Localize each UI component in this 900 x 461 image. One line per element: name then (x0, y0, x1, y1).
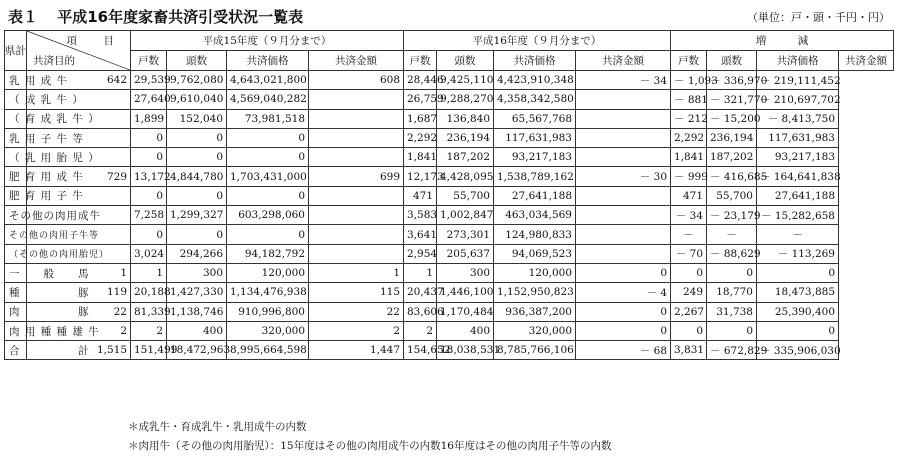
cell-h16-2: 1,170,484 (437, 302, 494, 321)
cell-h16-2: 4,428,095 (437, 167, 494, 186)
cell-diff-3: － 8,413,750 (757, 109, 839, 128)
cell-h15-1: 0 (131, 225, 167, 244)
footnote-2: ＊肉用牛（その他の肉用胎児）：15年度はその他の肉用成牛の内数16年度はその他の肉用子牛等の内数 (128, 440, 612, 452)
cell-diff-2: － 321,770 (707, 90, 757, 109)
cell-h15-3: 8,995,664,598 (227, 341, 309, 360)
cell-diff-1: 1,841 (671, 148, 707, 167)
cell-h15-2: 152,040 (167, 109, 227, 128)
cell-diff-3: 25,390,400 (757, 302, 839, 321)
table-row (5, 148, 894, 167)
cell-diff-2: 0 (707, 321, 757, 340)
row-label: 種 豚 (5, 283, 27, 302)
cell-h15-0: 1 (27, 263, 131, 282)
table-row (5, 263, 894, 282)
cell-h16-1: 12,173 (404, 167, 437, 186)
cell-diff-1: － (671, 225, 707, 244)
cell-h16-2: 187,202 (437, 148, 494, 167)
col-header-diff-3: 共済金額 (839, 51, 894, 71)
col-header-h15-3: 共済金額 (309, 51, 404, 71)
cell-h15-3: 4,569,040,282 (227, 90, 309, 109)
col-header-h15-0: 戸数 (131, 51, 167, 71)
cell-h15-2: 9,610,040 (167, 90, 227, 109)
cell-h16-0 (309, 186, 404, 205)
cell-h15-1: 27,640 (131, 90, 167, 109)
row-label: 肉 用 種 種 雄 牛 (5, 321, 27, 340)
table-row (5, 90, 894, 109)
cell-h15-3: 4,643,021,800 (227, 71, 309, 90)
cell-h16-1: 471 (404, 186, 437, 205)
cell-h16-1: 3,641 (404, 225, 437, 244)
cell-diff-0: 0 (576, 321, 671, 340)
cell-h16-1: 83,606 (404, 302, 437, 321)
cell-diff-0 (576, 148, 671, 167)
cell-h15-1: 151,499 (131, 341, 167, 360)
cell-h16-0: 608 (309, 71, 404, 90)
cell-diff-3: － (757, 225, 839, 244)
cell-diff-2: － 23,179 (707, 206, 757, 225)
table-title: 平成16年度家畜共済引受状況一覧表 (57, 8, 304, 26)
cell-diff-1: － 1,093 (671, 71, 707, 90)
row-label: 肥 育 用 子 牛 (5, 186, 27, 205)
cell-diff-3: － 335,906,030 (757, 341, 839, 360)
header-item-label: 項 目 (66, 35, 122, 47)
cell-diff-1: － 881 (671, 90, 707, 109)
cell-h15-3: 1,134,476,938 (227, 283, 309, 302)
cell-h16-0: 22 (309, 302, 404, 321)
cell-h15-3: 0 (227, 225, 309, 244)
cell-h15-0: 2 (27, 321, 131, 340)
table-row (5, 302, 894, 321)
cell-diff-2: 236,194 (707, 128, 757, 147)
cell-h16-1: 20,437 (404, 283, 437, 302)
cell-h16-2: 9,288,270 (437, 90, 494, 109)
cell-diff-0: － 4 (576, 283, 671, 302)
cell-h15-3: 0 (227, 128, 309, 147)
cell-diff-1: 0 (671, 263, 707, 282)
cell-diff-1: 2,267 (671, 302, 707, 321)
cell-h16-0: 1 (309, 263, 404, 282)
cell-h15-2: 294,266 (167, 244, 227, 263)
cell-diff-0 (576, 90, 671, 109)
cell-diff-2: － 672,829 (707, 341, 757, 360)
cell-h15-2: 18,472,963 (167, 341, 227, 360)
header-diff: 増 減 (671, 31, 894, 51)
cell-h15-1: 0 (131, 148, 167, 167)
cell-diff-2: 55,700 (707, 186, 757, 205)
cell-h15-0: 119 (27, 283, 131, 302)
cell-diff-3: － 210,697,702 (757, 90, 839, 109)
cell-h15-3: 73,981,518 (227, 109, 309, 128)
row-label: 乳 用 成 牛 (5, 71, 27, 90)
cell-diff-1: 2,292 (671, 128, 707, 147)
cell-h16-1: 154,652 (404, 341, 437, 360)
cell-h16-3: 65,567,768 (494, 109, 576, 128)
table-number: 表１ (8, 8, 39, 26)
cell-h16-3: 4,358,342,580 (494, 90, 576, 109)
cell-h15-0: 22 (27, 302, 131, 321)
table-row (5, 186, 894, 205)
row-label: その他の肉用成牛 (5, 206, 27, 225)
cell-h16-0 (309, 244, 404, 263)
cell-h15-1: 0 (131, 186, 167, 205)
livestock-insurance-table (4, 30, 894, 360)
cell-h16-3: 4,423,910,348 (494, 71, 576, 90)
row-label: 乳 用 子 牛 等 (5, 128, 27, 147)
table-row (5, 109, 894, 128)
cell-diff-0 (576, 244, 671, 263)
cell-h15-2: 9,762,080 (167, 71, 227, 90)
cell-diff-2: 0 (707, 263, 757, 282)
document-title (8, 6, 303, 27)
cell-h16-0 (309, 148, 404, 167)
cell-h15-3: 1,703,431,000 (227, 167, 309, 186)
cell-diff-0 (576, 186, 671, 205)
cell-h16-1: 1 (404, 263, 437, 282)
row-label: 肉 豚 (5, 302, 27, 321)
table-row (5, 321, 894, 340)
cell-diff-2: － 15,200 (707, 109, 757, 128)
cell-h15-2: 0 (167, 148, 227, 167)
cell-h16-0: 115 (309, 283, 404, 302)
cell-h15-1: 7,258 (131, 206, 167, 225)
cell-diff-2: 31,738 (707, 302, 757, 321)
cell-h15-3: 910,996,800 (227, 302, 309, 321)
cell-h15-2: 1,138,746 (167, 302, 227, 321)
cell-diff-1: 0 (671, 321, 707, 340)
footnote-1: ＊成乳牛・育成乳牛・乳用成牛の内数 (128, 421, 307, 433)
cell-h16-0 (309, 225, 404, 244)
cell-h16-2: 55,700 (437, 186, 494, 205)
cell-h16-1: 1,841 (404, 148, 437, 167)
cell-h16-3: 27,641,188 (494, 186, 576, 205)
cell-h15-3: 94,182,792 (227, 244, 309, 263)
cell-h16-1: 1,687 (404, 109, 437, 128)
cell-diff-0: － 34 (576, 71, 671, 90)
cell-h16-1: 2 (404, 321, 437, 340)
cell-h15-1: 0 (131, 128, 167, 147)
cell-diff-2: 18,770 (707, 283, 757, 302)
unit-label: （単位：戸・頭・千円・円） (747, 11, 890, 24)
table-row (5, 244, 894, 263)
cell-h16-2: 136,840 (437, 109, 494, 128)
col-header-h16-3: 共済金額 (576, 51, 671, 71)
cell-h16-2: 1,446,100 (437, 283, 494, 302)
row-label: （ 乳 用 胎 児 ） (5, 148, 27, 167)
cell-h15-2: 400 (167, 321, 227, 340)
cell-h16-1: 2,954 (404, 244, 437, 263)
cell-diff-0: － 68 (576, 341, 671, 360)
table-row (5, 341, 894, 360)
header-diagonal-cell (27, 31, 131, 71)
cell-diff-2: 187,202 (707, 148, 757, 167)
table-row (5, 206, 894, 225)
cell-diff-3: 18,473,885 (757, 283, 839, 302)
cell-diff-0: 0 (576, 302, 671, 321)
col-header-h16-1: 頭数 (437, 51, 494, 71)
cell-h16-1: 2,292 (404, 128, 437, 147)
cell-diff-3: 0 (757, 263, 839, 282)
cell-h15-3: 0 (227, 186, 309, 205)
row-label: （ 育 成 乳 牛 ） (5, 109, 27, 128)
cell-diff-0: 0 (576, 263, 671, 282)
cell-diff-3: － 219,111,452 (757, 71, 839, 90)
cell-h15-1: 1 (131, 263, 167, 282)
row-label: その他の肉用子牛等 (5, 225, 27, 244)
cell-h16-2: 9,425,110 (437, 71, 494, 90)
row-label: （その他の肉用胎児） (5, 244, 27, 263)
cell-h16-0: 1,447 (309, 341, 404, 360)
cell-diff-3: 117,631,983 (757, 128, 839, 147)
header-h16: 平成16年度（９月分まで） (404, 31, 671, 51)
cell-h16-3: 94,069,523 (494, 244, 576, 263)
header-purpose-label: 共済目的 (33, 55, 75, 67)
cell-h15-2: 4,844,780 (167, 167, 227, 186)
cell-diff-1: － 34 (671, 206, 707, 225)
prefecture-total-label: 県計 (5, 31, 27, 71)
cell-h16-0 (309, 206, 404, 225)
cell-h16-0 (309, 109, 404, 128)
table-row (5, 283, 894, 302)
cell-h16-3: 320,000 (494, 321, 576, 340)
cell-diff-3: 27,641,188 (757, 186, 839, 205)
cell-h16-3: 117,631,983 (494, 128, 576, 147)
row-label: 合 計 (5, 341, 27, 360)
col-header-diff-0: 戸数 (671, 51, 707, 71)
header-h15: 平成15年度（９月分まで） (131, 31, 404, 51)
col-header-h15-1: 頭数 (167, 51, 227, 71)
cell-diff-3: － 15,282,658 (757, 206, 839, 225)
cell-h16-1: 26,759 (404, 90, 437, 109)
col-header-h15-2: 共済価格 (227, 51, 309, 71)
cell-h15-0: 729 (27, 167, 131, 186)
cell-h16-1: 28,446 (404, 71, 437, 90)
cell-h15-2: 0 (167, 128, 227, 147)
cell-h15-3: 603,298,060 (227, 206, 309, 225)
cell-h15-1: 1,899 (131, 109, 167, 128)
col-header-h16-0: 戸数 (404, 51, 437, 71)
cell-h16-0: 699 (309, 167, 404, 186)
cell-h16-3: 93,217,183 (494, 148, 576, 167)
cell-h15-2: 1,427,330 (167, 283, 227, 302)
cell-diff-1: 471 (671, 186, 707, 205)
cell-diff-2: － 88,629 (707, 244, 757, 263)
cell-h16-1: 3,583 (404, 206, 437, 225)
cell-diff-0: － 30 (576, 167, 671, 186)
cell-diff-3: － 164,641,838 (757, 167, 839, 186)
cell-diff-1: － 70 (671, 244, 707, 263)
cell-h16-3: 1,152,950,823 (494, 283, 576, 302)
cell-h15-1: 29,539 (131, 71, 167, 90)
footnotes (128, 418, 611, 456)
cell-diff-1: － 999 (671, 167, 707, 186)
cell-h16-3: 124,980,833 (494, 225, 576, 244)
cell-diff-0 (576, 206, 671, 225)
cell-h16-2: 18,038,531 (437, 341, 494, 360)
row-label: 肥 育 用 成 牛 (5, 167, 27, 186)
cell-h16-2: 236,194 (437, 128, 494, 147)
cell-diff-3: 93,217,183 (757, 148, 839, 167)
cell-h16-2: 400 (437, 321, 494, 340)
cell-h15-2: 1,299,327 (167, 206, 227, 225)
cell-h15-0: 642 (27, 71, 131, 90)
col-header-diff-2: 共済価格 (757, 51, 839, 71)
cell-h15-3: 320,000 (227, 321, 309, 340)
table-row (5, 71, 894, 90)
cell-h15-1: 2 (131, 321, 167, 340)
row-label: （ 成 乳 牛 ） (5, 90, 27, 109)
cell-diff-0 (576, 225, 671, 244)
row-label: 一 般 馬 (5, 263, 27, 282)
cell-h16-3: 8,785,766,106 (494, 341, 576, 360)
col-header-h16-2: 共済価格 (494, 51, 576, 71)
cell-h15-0: 1,515 (27, 341, 131, 360)
cell-h15-2: 300 (167, 263, 227, 282)
cell-h16-2: 300 (437, 263, 494, 282)
cell-h16-3: 120,000 (494, 263, 576, 282)
col-header-diff-1: 頭数 (707, 51, 757, 71)
cell-diff-3: 0 (757, 321, 839, 340)
cell-diff-1: 3,831 (671, 341, 707, 360)
cell-h15-1: 20,188 (131, 283, 167, 302)
cell-h15-1: 3,024 (131, 244, 167, 263)
cell-h16-0: 2 (309, 321, 404, 340)
cell-h15-3: 0 (227, 148, 309, 167)
cell-h16-3: 1,538,789,162 (494, 167, 576, 186)
cell-h16-0 (309, 128, 404, 147)
cell-diff-0 (576, 128, 671, 147)
table-row (5, 128, 894, 147)
cell-diff-2: － 336,970 (707, 71, 757, 90)
cell-h16-2: 273,301 (437, 225, 494, 244)
cell-h15-1: 81,339 (131, 302, 167, 321)
cell-h16-3: 936,387,200 (494, 302, 576, 321)
cell-diff-1: 249 (671, 283, 707, 302)
cell-h15-1: 13,172 (131, 167, 167, 186)
cell-diff-2: － (707, 225, 757, 244)
cell-h15-2: 0 (167, 186, 227, 205)
cell-diff-3: － 113,269 (757, 244, 839, 263)
table-row (5, 225, 894, 244)
cell-diff-1: － 212 (671, 109, 707, 128)
cell-h15-2: 0 (167, 225, 227, 244)
cell-diff-0 (576, 109, 671, 128)
cell-h16-2: 1,002,847 (437, 206, 494, 225)
table-row (5, 167, 894, 186)
cell-h15-3: 120,000 (227, 263, 309, 282)
cell-h16-0 (309, 90, 404, 109)
cell-diff-2: － 416,685 (707, 167, 757, 186)
cell-h16-3: 463,034,569 (494, 206, 576, 225)
cell-h16-2: 205,637 (437, 244, 494, 263)
